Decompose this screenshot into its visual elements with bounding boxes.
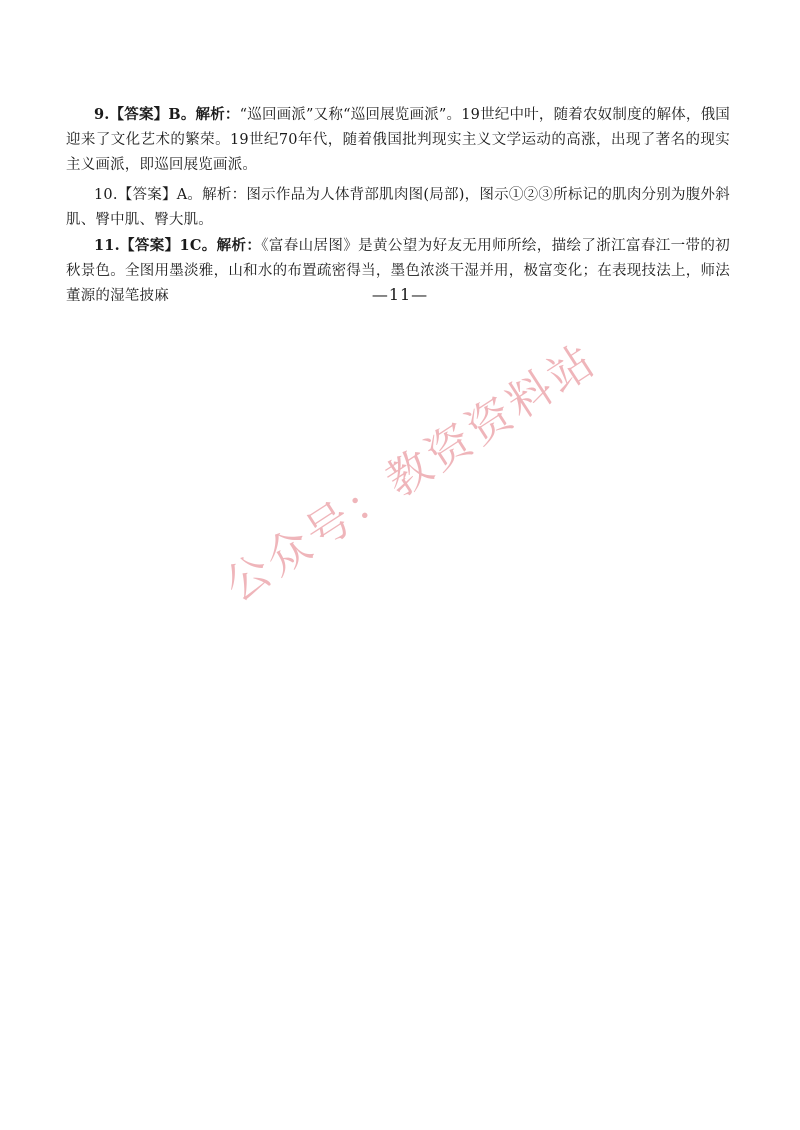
- analysis-text: 图示作品为人体背部肌肉图(局部)，图示①②③所标记的肌肉分别为腹外斜肌、臀中肌、臀大肌。: [66, 186, 730, 228]
- answer-tag: 【答案】: [109, 105, 169, 123]
- answer-tag: 【答案】: [117, 186, 177, 203]
- answer-choice: B。: [168, 105, 196, 123]
- analysis-text: “巡回画派”又称“巡回展览画派”。19世纪中叶，随着农奴制度的解体，俄国迎来了文化艺术的繁荣。19世纪70年代，随着俄国批判现实主义文学运动的高涨，出现了著名的现实主义画派，即巡回展览画派。: [66, 106, 730, 173]
- analysis-text: 《富春山居图》是黄公望为好友无用师所绘，描绘了浙江富春江一带的初秋景色。全图用墨淡雅，山和水的布置疏密得当，墨色浓淡干湿并用，极富变化；在表现技法上，师法董源的湿笔披麻: [66, 237, 730, 304]
- watermark-text: 公众号：教资资料站: [215, 333, 607, 612]
- question-number: 9.: [94, 105, 110, 123]
- question-number: 10.: [94, 186, 118, 203]
- answer-item-10: [66, 183, 730, 233]
- analysis-label: 解析：: [195, 105, 240, 123]
- analysis-label: 解析：: [216, 236, 262, 254]
- question-number: 11.: [94, 236, 120, 254]
- page-number: —11—: [371, 285, 429, 304]
- answer-choice: A。: [176, 186, 203, 203]
- answer-tag: 【答案】: [119, 236, 180, 254]
- answer-choice: 1C。: [179, 236, 217, 254]
- analysis-label: 解析：: [202, 186, 247, 203]
- answer-item-9: [66, 102, 730, 178]
